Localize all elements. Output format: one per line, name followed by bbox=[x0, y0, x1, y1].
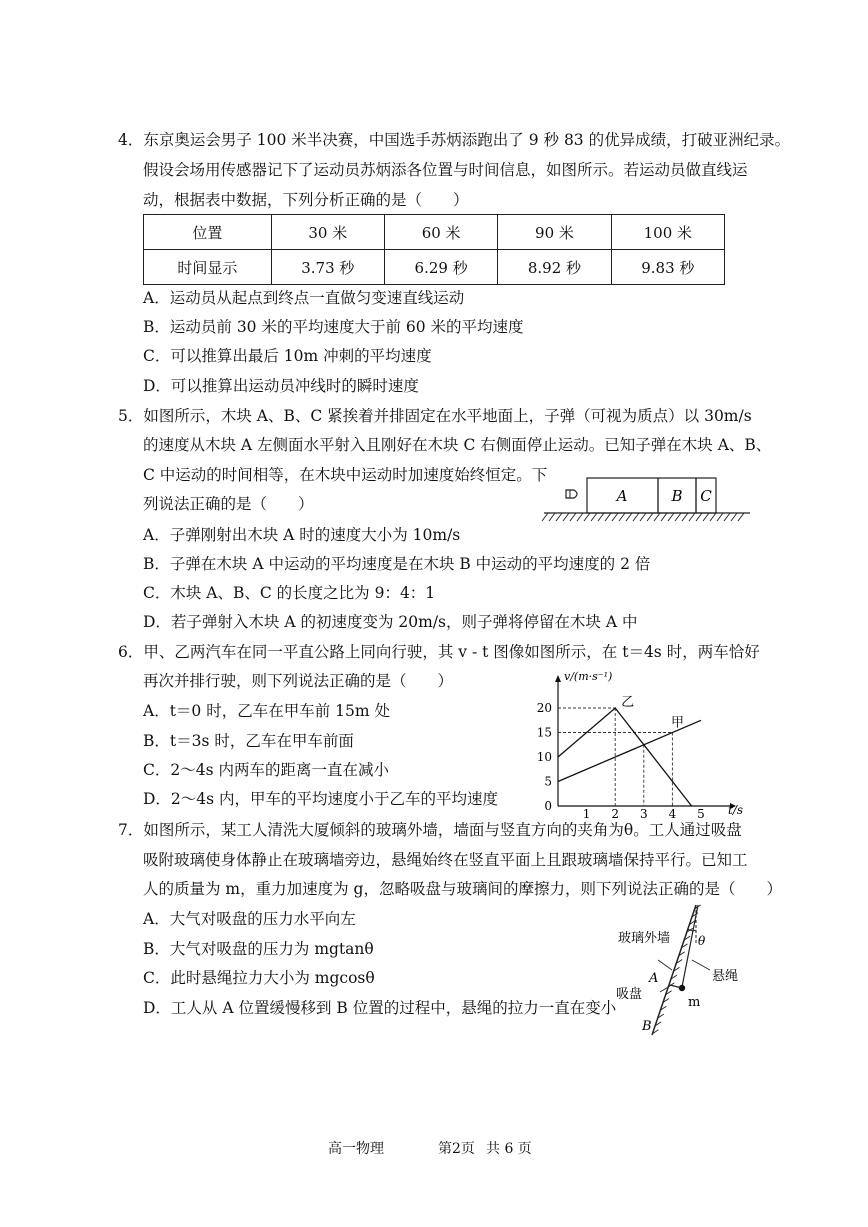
hatch-line bbox=[556, 513, 562, 521]
footer-page: 第2页 bbox=[438, 1141, 475, 1157]
hatch-line bbox=[619, 513, 625, 521]
table-cell: 60 米 bbox=[384, 215, 497, 250]
footer-subject: 高一物理 bbox=[328, 1141, 384, 1157]
hatch-line bbox=[626, 513, 632, 521]
hatch-line bbox=[647, 513, 653, 521]
label-pointer bbox=[692, 960, 710, 970]
hatch-line bbox=[563, 513, 569, 521]
q7-line-2: 吸附玻璃使身体静止在玻璃墙旁边，悬绳始终在竖直平面上且跟玻璃墙保持平行。已知工 bbox=[143, 851, 748, 869]
q5-option-c: C．木块 A、B、C 的长度之比为 9：4：1 bbox=[143, 584, 436, 602]
hatch-line bbox=[542, 513, 548, 521]
q4-line-3: 动，根据表中数据，下列分析正确的是（ ） bbox=[143, 191, 469, 209]
y-tick-label: 15 bbox=[536, 725, 552, 740]
hatch-line bbox=[661, 513, 667, 521]
table-cell: 3.73 秒 bbox=[271, 250, 384, 285]
hatch-line bbox=[605, 513, 611, 521]
q4-data-table bbox=[143, 214, 725, 285]
q5-line-2: 的速度从木块 A 左侧面水平射入且刚好在木块 C 右侧面停止运动。已知子弹在木块 A、B、 bbox=[143, 436, 772, 454]
point-a-label: A bbox=[649, 971, 659, 986]
hatch-line bbox=[584, 513, 590, 521]
vt-chart bbox=[530, 664, 744, 822]
hatch-line bbox=[696, 513, 702, 521]
q4-line-1: 4．东京奥运会男子 100 米半决赛，中国选手苏炳添跑出了 9 秒 83 的优异成绩，打破亚洲纪录。 bbox=[118, 131, 791, 149]
q5-option-d: D．若子弹射入木块 A 的初速度变为 20m/s，则子弹将停留在木块 A 中 bbox=[143, 613, 638, 631]
q6-line-1: 6．甲、乙两汽车在同一平直公路上同向行驶，其 v - t 图像如图所示，在 t＝4s 时，两车恰好 bbox=[118, 643, 760, 661]
hatch-line bbox=[654, 513, 660, 521]
q6-option-d: D．2～4s 内，甲车的平均速度小于乙车的平均速度 bbox=[143, 790, 499, 808]
table-cell: 30 米 bbox=[271, 215, 384, 250]
table-cell: 位置 bbox=[144, 215, 272, 250]
q4-option-a: A．运动员从起点到终点一直做匀变速直线运动 bbox=[143, 289, 465, 307]
hatch-line bbox=[738, 513, 744, 521]
theta-label: θ bbox=[698, 934, 706, 948]
ground-hatch bbox=[542, 513, 744, 521]
table-cell: 8.92 秒 bbox=[498, 250, 611, 285]
y-tick-label: 0 bbox=[544, 799, 552, 813]
q7-option-d: D．工人从 A 位置缓慢移到 B 位置的过程中，悬绳的拉力一直在变小 bbox=[143, 999, 617, 1017]
hatch-line bbox=[633, 513, 639, 521]
hatch-line bbox=[689, 513, 695, 521]
y-tick-label: 10 bbox=[536, 750, 552, 764]
point-b-label: B bbox=[642, 1019, 652, 1034]
q7-option-a: A．大气对吸盘的压力水平向左 bbox=[143, 910, 356, 928]
q4-option-b: B．运动员前 30 米的平均速度大于前 60 米的平均速度 bbox=[143, 318, 524, 336]
table-row bbox=[144, 215, 725, 250]
hatch-line bbox=[577, 513, 583, 521]
series-label-1: 甲 bbox=[671, 715, 685, 731]
q4-option-d: D．可以推算出运动员冲线时的瞬时速度 bbox=[143, 377, 419, 395]
hatch-line bbox=[640, 513, 646, 521]
q7-option-b: B．大气对吸盘的压力为 mgtanθ bbox=[143, 940, 374, 958]
table-cell: 时间显示 bbox=[144, 250, 272, 285]
hatch-line bbox=[724, 513, 730, 521]
rope-label: 悬绳 bbox=[712, 969, 739, 984]
table-cell: 6.29 秒 bbox=[384, 250, 497, 285]
hatch-line bbox=[710, 513, 716, 521]
hatch-line bbox=[612, 513, 618, 521]
q6-option-c: C．2～4s 内两车的距离一直在减小 bbox=[143, 761, 389, 779]
q5-blocks-figure bbox=[540, 470, 755, 525]
x-tick-label: 1 bbox=[582, 807, 591, 821]
hatch-line bbox=[717, 513, 723, 521]
hatch-line bbox=[570, 513, 576, 521]
table-cell: 9.83 秒 bbox=[611, 250, 724, 285]
q7-line-1: 7．如图所示，某工人清洗大厦倾斜的玻璃外墙，墙面与竖直方向的夹角为θ。工人通过吸盘 bbox=[118, 821, 742, 839]
block-b-label: B bbox=[671, 487, 683, 505]
q5-option-b: B．子弹在木块 A 中运动的平均速度是在木块 B 中运动的平均速度的 2 倍 bbox=[143, 555, 651, 573]
q6-line-2: 再次并排行驶，则下列说法正确的是（ ） bbox=[143, 672, 454, 690]
hatch-line bbox=[549, 513, 555, 521]
x-tick-label: 4 bbox=[668, 807, 677, 821]
x-axis-label: t/s bbox=[728, 803, 744, 817]
table-cell: 100 米 bbox=[611, 215, 724, 250]
y-tick-label: 5 bbox=[544, 774, 552, 789]
wall-label: 玻璃外墙 bbox=[618, 931, 671, 946]
table-cell: 90 米 bbox=[498, 215, 611, 250]
q5-line-4: 列说法正确的是（ ） bbox=[143, 495, 314, 513]
q5-option-a: A．子弹刚射出木块 A 时的速度大小为 10m/s bbox=[143, 526, 461, 544]
hatch-line bbox=[598, 513, 604, 521]
block-c-label: C bbox=[700, 487, 712, 505]
q7-wall-figure bbox=[612, 900, 752, 1040]
bullet-icon bbox=[566, 490, 577, 498]
hatch-line bbox=[682, 513, 688, 521]
footer-total: 共 6 页 bbox=[486, 1141, 532, 1157]
y-axis-arrow bbox=[555, 675, 561, 682]
label-pointer bbox=[660, 986, 670, 992]
hatch-line bbox=[731, 513, 737, 521]
mass-label: m bbox=[688, 995, 701, 1010]
y-tick-label: 20 bbox=[536, 701, 552, 715]
x-tick-label: 5 bbox=[697, 807, 705, 821]
q7-option-c: C．此时悬绳拉力大小为 mgcosθ bbox=[143, 969, 375, 987]
table-row bbox=[144, 250, 725, 285]
block-a-label: A bbox=[616, 487, 628, 505]
hatch-line bbox=[668, 513, 674, 521]
q6-option-a: A．t＝0 时，乙车在甲车前 15m 处 bbox=[143, 702, 390, 720]
q4-option-c: C．可以推算出最后 10m 冲刺的平均速度 bbox=[143, 347, 432, 365]
x-tick-label: 2 bbox=[611, 807, 620, 821]
q7-line-3: 人的质量为 m，重力加速度为 g，忽略吸盘与玻璃间的摩擦力，则下列说法正确的是（ ） bbox=[143, 880, 782, 898]
hatch-line bbox=[591, 513, 597, 521]
hatch-line bbox=[703, 513, 709, 521]
y-axis-label: v/(m·s⁻¹) bbox=[564, 670, 613, 683]
label-pointer bbox=[658, 960, 672, 970]
q4-line-2: 假设会场用传感器记下了运动员苏炳添各位置与时间信息，如图所示。若运动员做直线运 bbox=[143, 161, 748, 179]
series-label-2: 乙 bbox=[621, 695, 635, 710]
cup-label: 吸盘 bbox=[616, 987, 643, 1002]
x-tick-label: 3 bbox=[639, 807, 648, 821]
q5-line-1: 5．如图所示，木块 A、B、C 紧挨着并排固定在水平地面上，子弹（可视为质点）以 30m/s bbox=[118, 407, 752, 425]
q5-line-3: C 中运动的时间相等，在木块中运动时加速度始终恒定。下 bbox=[143, 466, 548, 484]
hatch-line bbox=[675, 513, 681, 521]
q6-option-b: B．t＝3s 时，乙车在甲车前面 bbox=[143, 732, 354, 750]
